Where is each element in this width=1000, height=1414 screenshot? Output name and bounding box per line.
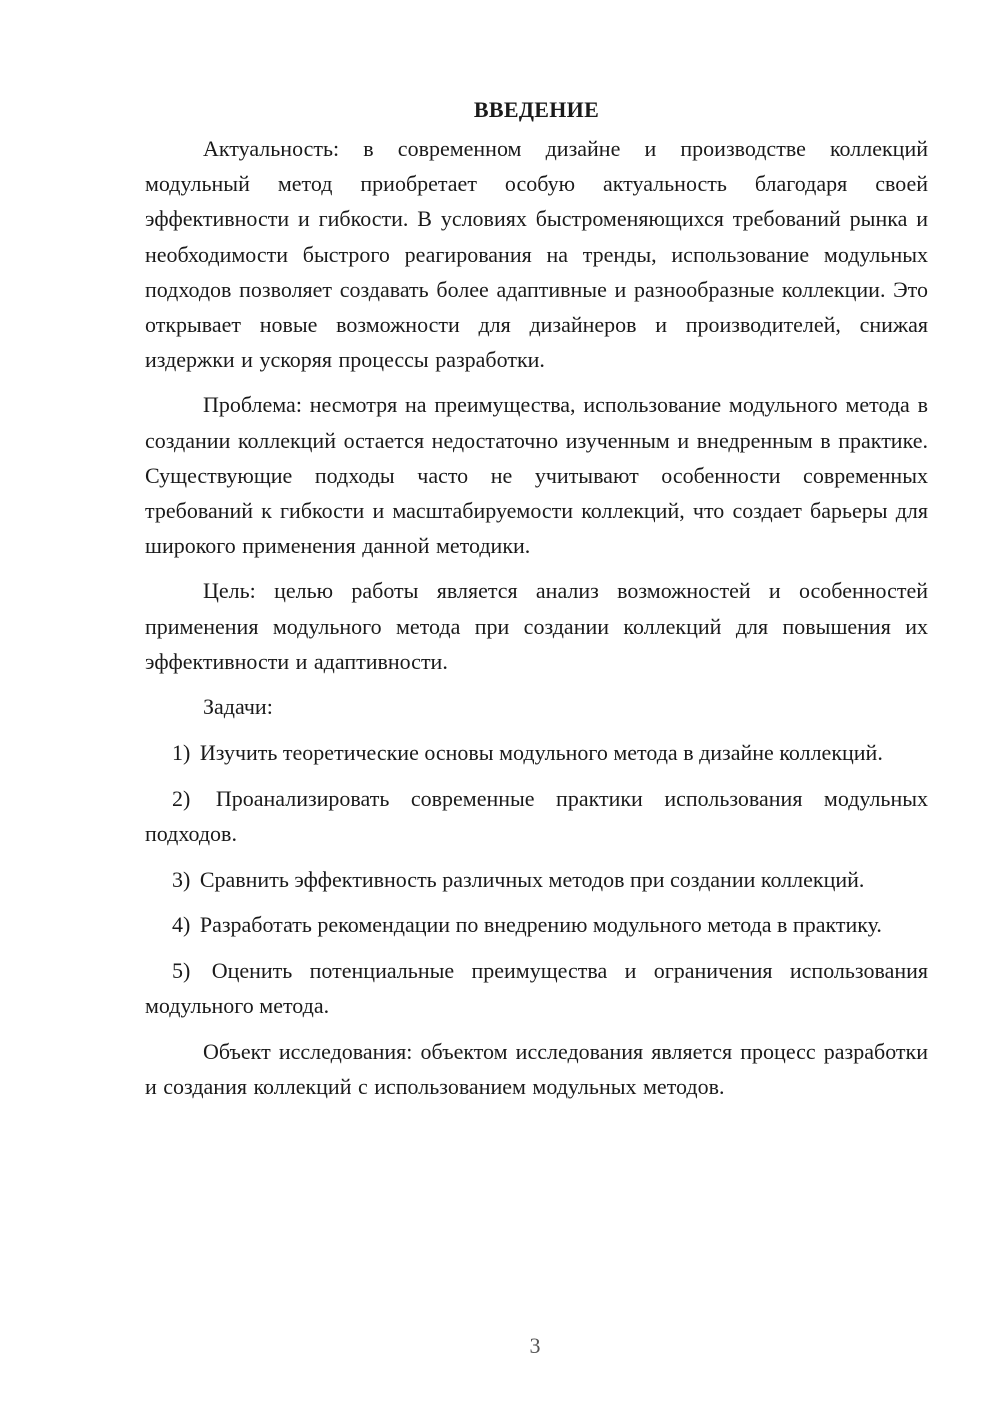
task-number: 5) xyxy=(172,958,191,984)
tasks-heading: Задачи: xyxy=(203,694,273,720)
problem-paragraph: Проблема: несмотря на преимущества, использование модульного метода в создании коллекций остается недостаточно изученным и внедренным в практике. Существующие подходы часто не учитывают особенности современных требований к гибкости и масштабируемости коллекций, что создает барьеры для широкого применения данной методики. xyxy=(145,392,928,559)
page-number: 3 xyxy=(529,1333,541,1358)
task-text: Изучить теоретические основы модульного метода в дизайне коллекций. xyxy=(199,740,883,766)
task-list xyxy=(145,735,928,1023)
task-text: Оценить потенциальные преимущества и ограничения использования модульного метода. xyxy=(145,958,929,1019)
task-number: 2) xyxy=(172,785,191,811)
task-number: 4) xyxy=(172,912,191,938)
task-item xyxy=(145,781,928,851)
task-text: Сравнить эффективность различных методов при создании коллекций. xyxy=(199,866,865,892)
relevance-paragraph: Актуальность: в современном дизайне и производстве коллекций модульный метод приобретает особую актуальность благодаря своей эффективности и гибкости. В условиях быстроменяющихся требований рынка и необходимости быстрого реагирования на тренды, использование модульных подходов позволяет создавать более адаптивные и разнообразные коллекции. Это открывает новые возможности для дизайнеров и производителей, снижая издержки и ускоряя процессы разработки. xyxy=(145,136,928,373)
task-item xyxy=(145,953,928,1023)
task-number: 1) xyxy=(172,740,191,766)
task-text: Разработать рекомендации по внедрению модульного метода в практику. xyxy=(199,912,882,938)
task-number: 3) xyxy=(172,866,191,892)
goal-paragraph: Цель: целью работы является анализ возможностей и особенностей применения модульного метода при создании коллекций для повышения их эффективности и адаптивности. xyxy=(145,578,928,674)
section-title: ВВЕДЕНИЕ xyxy=(473,97,600,122)
task-item xyxy=(145,862,928,897)
task-item xyxy=(145,735,928,770)
object-paragraph: Объект исследования: объектом исследования является процесс разработки и создания коллекций с использованием модульных методов. xyxy=(145,1038,928,1100)
task-text: Проанализировать современные практики использования модульных подходов. xyxy=(145,785,929,846)
document-page xyxy=(145,93,928,1114)
task-item xyxy=(145,907,928,942)
